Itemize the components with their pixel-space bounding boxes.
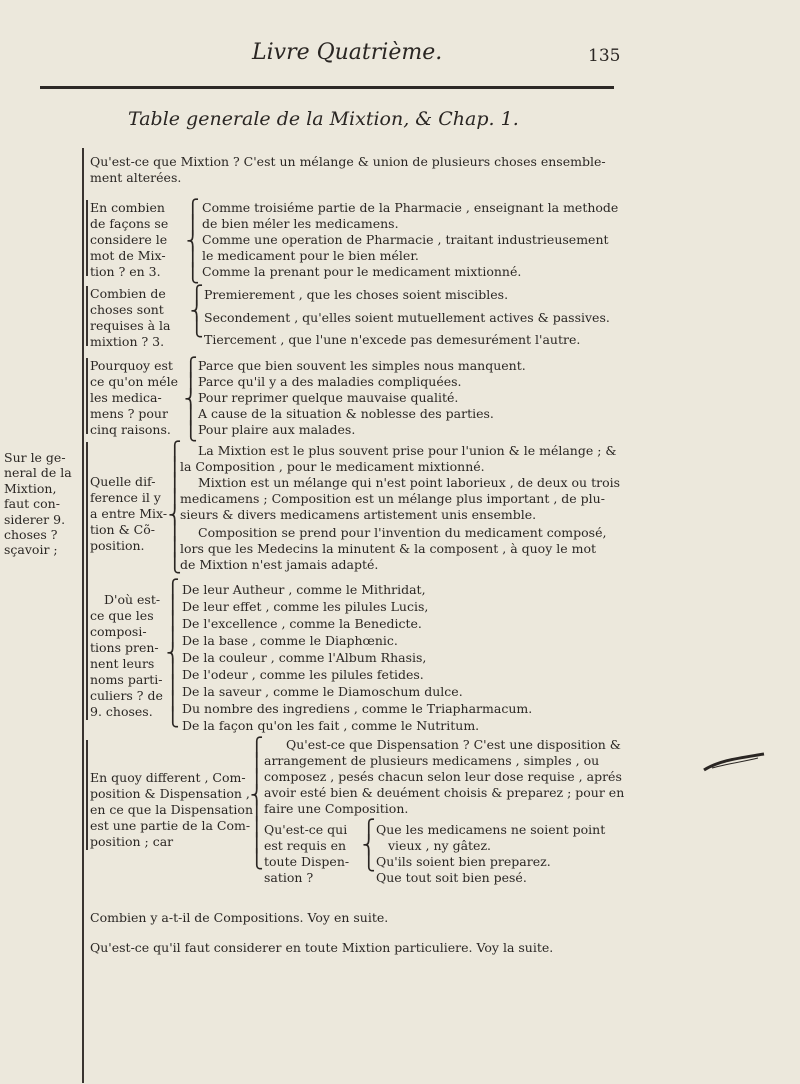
section-brace-line <box>86 358 88 434</box>
answer-line: sieurs & divers medicamens artistement unis ensemble. <box>180 507 537 522</box>
margin-note-line: Mixtion, <box>4 480 57 496</box>
question-line: composi- <box>90 624 147 639</box>
answer-line: composez , pesés chacun selon leur dose requise , aprés <box>264 769 622 784</box>
section-brace-line <box>86 740 88 850</box>
question-line: mens ? pour <box>90 406 168 421</box>
question-line: position & Dispensation , <box>90 786 250 801</box>
brace-glyph: ⎧ ⎨ ⎩ <box>362 819 376 872</box>
answer-line: avoir esté bien & deuément choisis & preparez ; pour en <box>264 785 625 800</box>
question-line: ference il y <box>90 490 161 505</box>
sub-answer-line: Que les medicamens ne soient point <box>376 822 606 837</box>
answer-line: A cause de la situation & noblesse des parties. <box>198 406 494 421</box>
question-line: tion & Cõ- <box>90 522 155 537</box>
answer-line: De la saveur , comme le Diamoschum dulce. <box>182 684 463 699</box>
chapter-title: Table generale de la Mixtion, & Chap. 1. <box>128 108 519 130</box>
intro-line: Qu'est-ce que Mixtion ? C'est un mélange & union de plusieurs choses ensemble- <box>90 154 606 169</box>
answer-line: Parce qu'il y a des maladies compliquées. <box>198 374 462 389</box>
answer-line: De leur Autheur , comme le Mithridat, <box>182 582 426 597</box>
answer-line: Comme une operation de Pharmacie , traitant industrieusement <box>202 232 609 247</box>
brace-glyph: ⎧ ⎪ ⎨ ⎪ ⎩ <box>186 199 200 284</box>
page-number: 135 <box>588 46 621 66</box>
answer-line: lors que les Medecins la minutent & la composent , à quoy le mot <box>180 541 597 556</box>
answer-line: Mixtion est un mélange qui n'est point laborieux , de deux ou trois <box>198 475 621 490</box>
answer-line: De la couleur , comme l'Album Rhasis, <box>182 650 427 665</box>
margin-note-line: Sur le ge- <box>4 450 66 465</box>
question-line: Quelle dif- <box>90 474 156 489</box>
brace-glyph: ⎧ ⎨ ⎩ <box>190 285 204 338</box>
sub-answer-line: Que tout soit bien pesé. <box>376 870 527 885</box>
question-line: 9. choses. <box>90 704 153 719</box>
question-line: D'où est- <box>104 592 161 607</box>
question-line: noms parti- <box>90 672 163 687</box>
margin-note-line: faut con- <box>4 496 60 512</box>
brace-glyph: ⎧ ⎪ ⎪ ⎪ ⎨ ⎪ ⎪ ⎩ <box>168 441 182 574</box>
brace-glyph: ⎧ ⎪ ⎪ ⎨ ⎪ ⎪ ⎪ ⎩ <box>250 737 264 870</box>
margin-note-line: siderer 9. <box>4 511 66 527</box>
answer-line: Comme troisiéme partie de la Pharmacie , enseignant la methode <box>202 200 619 215</box>
margin-note-line: choses ? <box>4 527 58 543</box>
margin-note-line: neral de la <box>4 465 72 481</box>
question-line: mixtion ? 3. <box>90 334 165 349</box>
answer-line: De leur effet , comme les pilules Lucis, <box>182 599 429 614</box>
answer-line: De l'odeur , comme les pilules fetides. <box>182 667 424 682</box>
question-line: a entre Mix- <box>90 506 168 521</box>
question-line: position ; car <box>90 834 174 849</box>
sub-question-line: est requis en <box>264 838 347 853</box>
answer-line: Du nombre des ingrediens , comme le Triapharmacum. <box>182 701 533 716</box>
section-brace-line <box>86 200 88 276</box>
section-brace-line <box>86 442 88 580</box>
question-line: cinq raisons. <box>90 422 171 437</box>
header-rule <box>40 86 614 89</box>
question-line: tions pren- <box>90 640 159 655</box>
question-line: En combien <box>90 200 165 215</box>
answer-line: la Composition , pour le medicament mixtionné. <box>180 459 485 474</box>
question-line: choses sont <box>90 302 164 317</box>
question-line: Pourquoy est <box>90 358 173 373</box>
brace-glyph: ⎧ ⎪ ⎪ ⎪ ⎨ ⎪ ⎪ ⎪ ⎩ <box>166 579 180 728</box>
question-line: ce qu'on méle <box>90 374 179 389</box>
answer-line: le medicament pour le bien méler. <box>202 248 419 263</box>
main-brace-line <box>82 148 84 1083</box>
answer-line: de bien méler les medicamens. <box>202 216 399 231</box>
answer-line: Pour reprimer quelque mauvaise qualité. <box>198 390 459 405</box>
question-line: Combien de <box>90 286 166 301</box>
sub-question-line: Qu'est-ce qui <box>264 822 348 837</box>
answer-line: De la base , comme le Diaphœnic. <box>182 633 398 648</box>
question-line: En quoy different , Com- <box>90 770 246 785</box>
margin-note-line: sçavoir ; <box>4 542 58 558</box>
question-line: culiers ? de <box>90 688 163 703</box>
answer-line: de Mixtion n'est jamais adapté. <box>180 557 379 572</box>
question-line: ce que les <box>90 608 154 623</box>
sub-question-line: toute Dispen- <box>264 854 350 869</box>
answer-line: arrangement de plusieurs medicamens , simples , ou <box>264 753 600 768</box>
intro-line: ment alterées. <box>90 170 182 185</box>
answer-line: medicamens ; Composition est un mélange plus important , de plu- <box>180 491 605 506</box>
question-line: position. <box>90 538 145 553</box>
answer-line: Pour plaire aux malades. <box>198 422 356 437</box>
question-line: de façons se <box>90 216 169 231</box>
sub-question-line: sation ? <box>264 870 314 885</box>
question-line: requises à la <box>90 318 171 333</box>
question-line: nent leurs <box>90 656 155 671</box>
answer-line: Premierement , que les choses soient miscibles. <box>204 287 509 302</box>
sub-answer-line: Qu'ils soient bien preparez. <box>376 854 551 869</box>
answer-line: La Mixtion est le plus souvent prise pour l'union & le mélange ; & <box>198 443 617 458</box>
answer-line: Qu'est-ce que Dispensation ? C'est une disposition & <box>286 737 621 752</box>
answer-line: De l'excellence , comme la Benedicte. <box>182 616 422 631</box>
brace-glyph: ⎧ ⎪ ⎨ ⎪ ⎩ <box>184 357 198 442</box>
question-line: considere le <box>90 232 168 247</box>
question-line: les medica- <box>90 390 162 405</box>
question-line: en ce que la Dispensation <box>90 802 253 817</box>
question-line: mot de Mix- <box>90 248 166 263</box>
section-brace-line <box>86 580 88 720</box>
answer-line: faire une Composition. <box>264 801 409 816</box>
margin-note <box>4 450 72 558</box>
answer-line: Tiercement , que l'une n'excede pas demesurément l'autre. <box>204 332 581 347</box>
question-line: est une partie de la Com- <box>90 818 251 833</box>
running-head: Livre Quatrième. <box>252 40 443 65</box>
question-line: tion ? en 3. <box>90 264 161 279</box>
sub-answer-line: vieux , ny gâtez. <box>388 838 491 853</box>
answer-line: De la façon qu'on les fait , comme le Nutritum. <box>182 718 480 733</box>
answer-line: Parce que bien souvent les simples nous manquent. <box>198 358 526 373</box>
answer-line: Composition se prend pour l'invention du medicament composé, <box>198 525 607 540</box>
footer-line: Combien y a-t-il de Compositions. Voy en suite. <box>90 910 389 925</box>
answer-line: Comme la prenant pour le medicament mixtionné. <box>202 264 522 279</box>
section-brace-line <box>86 286 88 346</box>
footer-line: Qu'est-ce qu'il faut considerer en toute Mixtion particuliere. Voy la suite. <box>90 940 554 955</box>
answer-line: Secondement , qu'elles soient mutuellement actives & passives. <box>204 310 610 325</box>
swash-ornament <box>702 752 766 774</box>
